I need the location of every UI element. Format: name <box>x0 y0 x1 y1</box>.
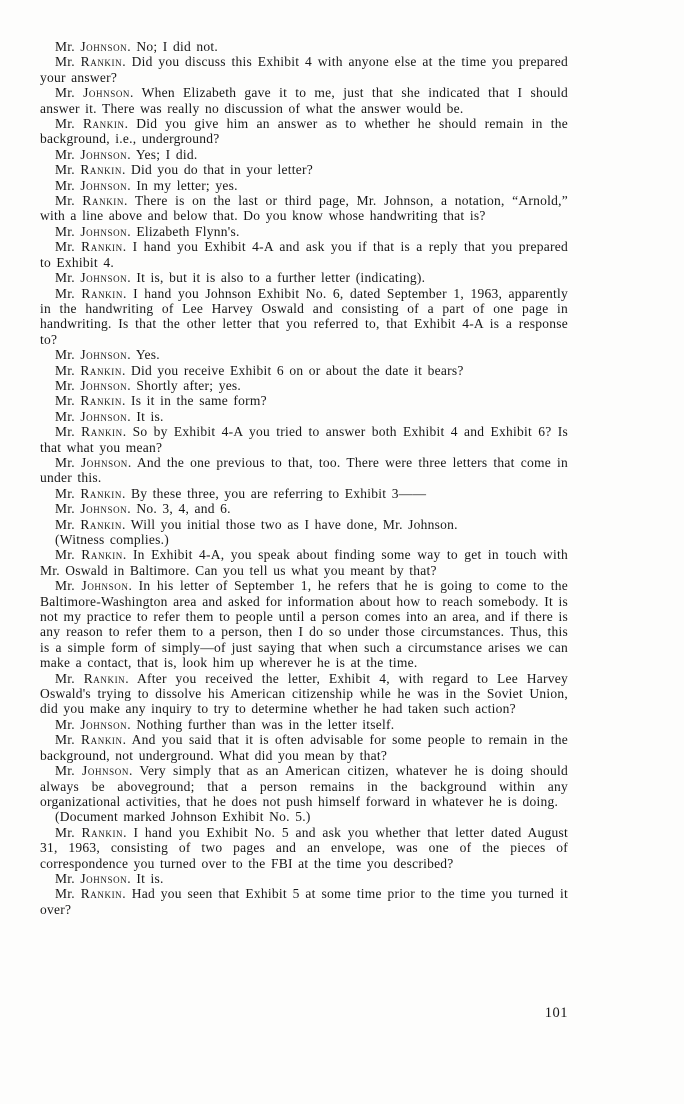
paragraph-text: After you received the letter, Exhibit 4, with regard to Lee Harvey Oswald's trying to dissolve his American citizenship while he was in the Soviet Union, did you make any inquiry to try to determine whether he had taken such action? <box>40 670 568 717</box>
speaker-surname: Rankin <box>80 393 122 409</box>
transcript-paragraph <box>40 455 568 486</box>
speaker-surname: Rankin <box>80 516 122 532</box>
speaker-surname: Rankin <box>80 362 122 378</box>
speaker-prefix: Mr. <box>55 716 75 732</box>
transcript-paragraph <box>40 409 568 424</box>
transcript-paragraph <box>40 886 568 917</box>
speaker-surname: Johnson <box>80 146 128 162</box>
speaker-prefix: Mr. <box>55 408 75 424</box>
transcript-paragraph <box>40 178 568 193</box>
speaker-prefix: Mr. <box>55 162 75 178</box>
speaker-name: Mr. Rankin. <box>55 362 131 378</box>
speaker-surname: Rankin <box>83 670 126 686</box>
transcript-paragraph <box>40 147 568 162</box>
speaker-name: Mr. Rankin. <box>55 193 135 209</box>
transcript-paragraph <box>40 547 568 578</box>
speaker-prefix: Mr. <box>55 824 75 840</box>
paragraph-text: No. 3, 4, and 6. <box>136 501 231 517</box>
paragraph-text: Nothing further than was in the letter itself. <box>136 716 395 732</box>
transcript-paragraph <box>40 39 568 54</box>
paragraph-text: It is. <box>136 870 164 886</box>
paragraph-text: When Elizabeth gave it to me, just that she indicated that I should answer it. There was really no discussion of what the answer would be. <box>40 85 568 116</box>
speaker-prefix: Mr. <box>55 454 75 470</box>
speaker-name: Mr. Johnson. <box>55 716 137 732</box>
speaker-surname: Johnson <box>80 223 128 239</box>
speaker-name: Mr. Rankin. <box>55 670 137 686</box>
transcript-paragraph <box>40 116 568 147</box>
speaker-name: Mr. Rankin. <box>55 732 132 748</box>
transcript-paragraph <box>40 363 568 378</box>
speaker-surname: Johnson <box>80 39 128 54</box>
paragraph-text: It is. <box>136 408 164 424</box>
speaker-prefix: Mr. <box>55 547 75 563</box>
paragraph-text: Will you initial those two as I have done, Mr. Johnson. <box>130 516 458 532</box>
speaker-name: Mr. Johnson. <box>55 177 137 193</box>
speaker-surname: Rankin <box>82 193 124 209</box>
speaker-prefix: Mr. <box>55 870 75 886</box>
transcript-paragraph <box>40 347 568 362</box>
speaker-name: Mr. Rankin. <box>55 516 131 532</box>
transcript-paragraph <box>40 193 568 224</box>
paragraph-text: (Document marked Johnson Exhibit No. 5.) <box>55 809 311 825</box>
transcript-paragraph <box>40 270 568 285</box>
speaker-name: Mr. Rankin. <box>55 547 133 563</box>
speaker-name: Mr. Rankin. <box>55 424 133 440</box>
speaker-surname: Johnson <box>80 454 128 470</box>
transcript-text-block <box>40 39 568 917</box>
speaker-name: Mr. Johnson. <box>55 578 139 594</box>
speaker-prefix: Mr. <box>55 377 75 393</box>
speaker-name: Mr. Johnson. <box>55 347 136 363</box>
speaker-name: Mr. Johnson. <box>55 870 137 886</box>
paragraph-text: In my letter; yes. <box>136 177 238 193</box>
speaker-surname: Johnson <box>80 408 128 424</box>
speaker-name: Mr. Rankin. <box>55 239 133 255</box>
speaker-name: Mr. Rankin. <box>55 116 137 132</box>
transcript-paragraph <box>40 717 568 732</box>
speaker-prefix: Mr. <box>55 763 75 779</box>
speaker-surname: Rankin <box>81 239 123 255</box>
speaker-prefix: Mr. <box>55 362 75 378</box>
paragraph-text: (Witness complies.) <box>55 532 169 547</box>
speaker-surname: Johnson <box>81 763 129 779</box>
paragraph-text: So by Exhibit 4-A you tried to answer both Exhibit 4 and Exhibit 6? Is that what you mean? <box>40 424 568 455</box>
transcript-paragraph <box>40 517 568 532</box>
paragraph-text: I hand you Johnson Exhibit No. 6, dated September 1, 1963, apparently in the handwriting of Lee Harvey Oswald and consisting of a part of one page in handwriting. Is that the other letter that you referred to, that Exhibit 4-A is a response to? <box>40 285 568 347</box>
speaker-name: Mr. Johnson. <box>55 501 137 517</box>
transcript-paragraph <box>40 578 568 670</box>
transcript-paragraph <box>40 54 568 85</box>
speaker-surname: Rankin <box>81 547 123 563</box>
speaker-name: Mr. Johnson. <box>55 85 142 101</box>
speaker-prefix: Mr. <box>55 285 75 301</box>
paragraph-text: Yes; I did. <box>135 146 198 162</box>
speaker-prefix: Mr. <box>55 393 75 409</box>
speaker-surname: Johnson <box>80 177 128 193</box>
speaker-name: Mr. Rankin. <box>55 162 131 178</box>
speaker-surname: Rankin <box>80 485 122 501</box>
paragraph-text: No; I did not. <box>136 39 219 54</box>
transcript-paragraph <box>40 671 568 717</box>
transcript-paragraph <box>40 424 568 455</box>
speaker-surname: Rankin <box>80 162 122 178</box>
speaker-surname: Johnson <box>83 85 131 101</box>
speaker-surname: Rankin <box>80 54 123 70</box>
transcript-paragraph <box>40 224 568 239</box>
speaker-name: Mr. Rankin. <box>55 393 131 409</box>
paragraph-text: Did you give him an answer as to whether he should remain in the background, i.e., underground? <box>40 116 568 147</box>
speaker-prefix: Mr. <box>55 424 75 440</box>
speaker-name: Mr. Johnson. <box>55 763 140 779</box>
transcript-paragraph <box>40 501 568 516</box>
speaker-name: Mr. Rankin. <box>55 54 132 70</box>
speaker-name: Mr. Rankin. <box>55 886 132 902</box>
speaker-prefix: Mr. <box>55 39 75 54</box>
transcript-paragraph <box>40 871 568 886</box>
speaker-prefix: Mr. <box>55 485 75 501</box>
speaker-surname: Johnson <box>81 578 129 594</box>
paragraph-text: Yes. <box>135 347 160 363</box>
paragraph-text: Very simply that as an American citizen, whatever he is doing should always be aboveground; that a person remains in the background within any organizational activities, that he does not push himself forward in whatever he is doing. <box>40 763 568 809</box>
speaker-prefix: Mr. <box>55 270 75 286</box>
paragraph-text: In Exhibit 4-A, you speak about finding some way to get in touch with Mr. Oswald in Baltimore. Can you tell us what you meant by that? <box>40 547 568 578</box>
speaker-surname: Johnson <box>80 501 128 517</box>
speaker-prefix: Mr. <box>55 54 75 70</box>
transcript-paragraph <box>40 486 568 501</box>
speaker-name: Mr. Johnson. <box>55 223 137 239</box>
speaker-name: Mr. Rankin. <box>55 824 134 840</box>
transcript-paragraph <box>40 825 568 871</box>
paragraph-text: Did you discuss this Exhibit 4 with anyone else at the time you prepared your answer? <box>40 54 568 85</box>
speaker-prefix: Mr. <box>55 578 75 594</box>
speaker-prefix: Mr. <box>55 85 75 101</box>
speaker-surname: Rankin <box>80 886 123 902</box>
speaker-surname: Johnson <box>80 270 128 286</box>
speaker-name: Mr. Rankin. <box>55 485 131 501</box>
paragraph-text: It is, but it is also to a further letter (indicating). <box>136 270 426 286</box>
speaker-prefix: Mr. <box>55 516 75 532</box>
speaker-name: Mr. Rankin. <box>55 285 134 301</box>
page-number: 101 <box>544 1005 568 1021</box>
paragraph-text: Is it in the same form? <box>131 393 267 409</box>
paragraph-text: Elizabeth Flynn's. <box>136 223 240 239</box>
speaker-prefix: Mr. <box>55 223 75 239</box>
paragraph-text: I hand you Exhibit 4-A and ask you if that is a reply that you prepared to Exhibit 4. <box>40 239 568 270</box>
speaker-surname: Johnson <box>80 347 128 363</box>
speaker-surname: Rankin <box>81 732 123 748</box>
transcript-paragraph <box>40 763 568 809</box>
transcript-paragraph <box>40 393 568 408</box>
speaker-prefix: Mr. <box>55 732 75 748</box>
transcript-paragraph <box>40 378 568 393</box>
paragraph-text: I hand you Exhibit No. 5 and ask you whether that letter dated August 31, 1963, consisting of two pages and an envelope, was one of the pieces of correspondence you turned over to the FBI at the time you described? <box>40 824 568 871</box>
transcript-paragraph <box>40 162 568 177</box>
speaker-prefix: Mr. <box>55 347 75 363</box>
paragraph-text: And you said that it is often advisable for some people to remain in the background, not underground. What did you mean by that? <box>40 732 568 763</box>
speaker-surname: Rankin <box>81 285 123 301</box>
speaker-surname: Rankin <box>81 824 124 840</box>
paragraph-text: Did you do that in your letter? <box>131 162 314 178</box>
speaker-name: Mr. Johnson. <box>55 39 137 54</box>
paragraph-text: Had you seen that Exhibit 5 at some time prior to the time you turned it over? <box>40 886 568 917</box>
paragraph-text: There is on the last or third page, Mr. Johnson, a notation, “Arnold,” with a line above and below that. Do you know whose handwriting that is? <box>40 193 568 224</box>
speaker-prefix: Mr. <box>55 146 75 162</box>
speaker-surname: Johnson <box>80 870 128 886</box>
speaker-prefix: Mr. <box>55 501 75 517</box>
speaker-prefix: Mr. <box>55 193 75 209</box>
transcript-paragraph <box>40 85 568 116</box>
speaker-prefix: Mr. <box>55 670 75 686</box>
speaker-surname: Johnson <box>80 377 128 393</box>
speaker-prefix: Mr. <box>55 239 75 255</box>
speaker-name: Mr. Johnson. <box>55 270 137 286</box>
speaker-prefix: Mr. <box>55 116 75 132</box>
paragraph-text: And the one previous to that, too. There were three letters that come in under this. <box>40 454 568 486</box>
speaker-name: Mr. Johnson. <box>55 146 136 162</box>
speaker-surname: Rankin <box>81 424 123 440</box>
paragraph-text: By these three, you are referring to Exhibit 3—— <box>131 485 427 501</box>
paragraph-text: In his letter of September 1, he refers that he is going to come to the Baltimore-Washington area and asked for information about how to reach somebody. It is not my practice to refer them to people until a person comes into an area, and if there is any reason to refer them to a person, then I do so under those circumstances. Thus, this is a simple form of simply—of just saying that when such a circumstance arises we can make a contact, that is, look him up wherever he is at the time. <box>40 578 568 671</box>
paragraph-text: Shortly after; yes. <box>136 377 242 393</box>
transcript-paragraph <box>40 732 568 763</box>
speaker-surname: Johnson <box>80 716 128 732</box>
speaker-name: Mr. Johnson. <box>55 454 137 470</box>
speaker-name: Mr. Johnson. <box>55 377 137 393</box>
transcript-paragraph <box>40 809 568 824</box>
speaker-prefix: Mr. <box>55 177 75 193</box>
transcript-paragraph <box>40 286 568 348</box>
transcript-paragraph <box>40 239 568 270</box>
transcript-paragraph <box>40 532 568 547</box>
paragraph-text: Did you receive Exhibit 6 on or about the date it bears? <box>131 362 464 378</box>
speaker-prefix: Mr. <box>55 886 75 902</box>
speaker-surname: Rankin <box>82 116 125 132</box>
speaker-name: Mr. Johnson. <box>55 408 137 424</box>
